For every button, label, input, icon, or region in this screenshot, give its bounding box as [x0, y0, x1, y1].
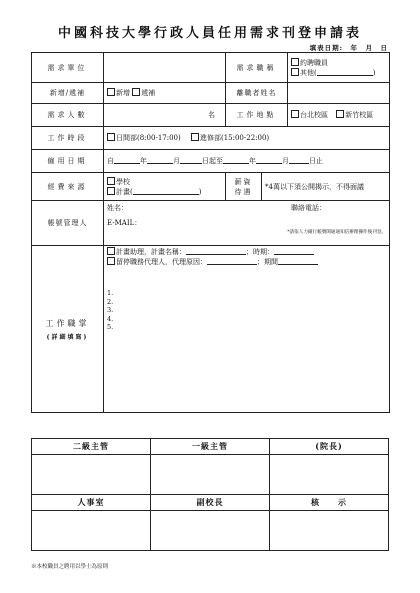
- type-label: 新增/遞補: [32, 83, 104, 104]
- dean-header: (院長): [270, 439, 389, 455]
- end-year-input[interactable]: [223, 156, 249, 164]
- leaver-label: 離職者姓名: [226, 83, 288, 104]
- list-item: 3.: [107, 306, 114, 314]
- location-field: 台北校區 新竹校區: [288, 104, 390, 127]
- replace-checkbox[interactable]: [132, 88, 140, 96]
- new-checkbox[interactable]: [107, 88, 115, 96]
- footnote: ※本校職員之聘用以學士為原則: [31, 564, 109, 570]
- duty-project-checkbox[interactable]: [107, 247, 115, 255]
- account-label: 帳號管理人: [32, 201, 104, 246]
- vice-president-sign-box[interactable]: [151, 511, 270, 551]
- hours-label: 工作時段: [32, 127, 104, 150]
- period-field: 自 年 月 日起至 年 月 日止: [104, 150, 390, 173]
- duty-substitute-period-input[interactable]: [278, 257, 318, 265]
- duty-project-period-input[interactable]: [274, 247, 314, 255]
- duties-field: 計畫助理，計畫名稱： ；時期： 留停職務代理人，代理原因： ；期間 1. 2. 3. 4. 5.: [104, 246, 390, 413]
- acc-phone-label: 聯絡電話：: [291, 204, 327, 212]
- list-item: 2.: [107, 297, 114, 306]
- duty-reason-input[interactable]: [207, 257, 257, 265]
- leaver-field[interactable]: [288, 83, 390, 104]
- hsinchu-checkbox[interactable]: [336, 110, 344, 118]
- end-month-input[interactable]: [256, 156, 282, 164]
- position-label: 需求職稱: [226, 53, 288, 83]
- hr-header: 人事室: [32, 495, 151, 511]
- position-field: 約聘職員 其他( ): [288, 53, 390, 83]
- dept-label: 需求單位: [32, 53, 104, 83]
- vice-president-header: 副校長: [151, 495, 270, 511]
- form-title: 中國科技大學行政人員任用需求刊登申請表: [57, 26, 362, 41]
- fund-label: 經費來源: [32, 173, 104, 201]
- level1-sign-box[interactable]: [151, 455, 270, 495]
- list-item: 4.: [107, 314, 114, 323]
- contract-checkbox[interactable]: [291, 58, 299, 66]
- count-label: 需求人數: [32, 104, 104, 127]
- start-month-input[interactable]: [147, 156, 173, 164]
- other-checkbox[interactable]: [291, 68, 299, 76]
- day-checkbox[interactable]: [107, 133, 115, 141]
- salary-note[interactable]: *4萬以下須公開揭示，不得面議: [262, 173, 390, 201]
- duty-items-list[interactable]: [107, 289, 386, 332]
- level2-header: 二級主管: [32, 439, 151, 455]
- duties-label-cell: 工作職掌 (詳細填寫): [32, 246, 104, 413]
- start-day-input[interactable]: [180, 156, 202, 164]
- dept-field[interactable]: [104, 53, 226, 83]
- count-field[interactable]: 名: [104, 104, 226, 127]
- hr-sign-box[interactable]: [32, 511, 151, 551]
- duty-project-name-input[interactable]: [186, 247, 246, 255]
- period-label: 僱用日期: [32, 150, 104, 173]
- acc-name-label: 姓名：: [107, 204, 128, 212]
- dean-sign-box[interactable]: [270, 455, 389, 495]
- account-field: [104, 201, 390, 246]
- start-year-input[interactable]: [114, 156, 140, 164]
- acc-note: *請依人力銀行帳號開通通知信辦理操作後刊登。: [287, 230, 387, 235]
- project-input[interactable]: [133, 187, 199, 195]
- night-checkbox[interactable]: [191, 133, 199, 141]
- acc-email-label: E-MAIL：: [107, 219, 142, 227]
- level2-sign-box[interactable]: [32, 455, 151, 495]
- salary-label: 薪資 待遇: [226, 173, 262, 201]
- school-checkbox[interactable]: [107, 177, 115, 185]
- fund-field: 學校 計畫( ): [104, 173, 226, 201]
- hours-field: 日間部(8:00-17:00) 進修部(15:00-22:00): [104, 127, 390, 150]
- level1-header: 一級主管: [151, 439, 270, 455]
- end-day-input[interactable]: [289, 156, 309, 164]
- approve-sign-box[interactable]: [270, 511, 389, 551]
- taipei-checkbox[interactable]: [291, 110, 299, 118]
- duty-substitute-checkbox[interactable]: [107, 257, 115, 265]
- approve-header: 核 示: [270, 495, 389, 511]
- type-field: 新增 遞補: [104, 83, 226, 104]
- project-checkbox[interactable]: [107, 187, 115, 195]
- location-label: 工作地點: [226, 104, 288, 127]
- list-item: 1.: [107, 289, 114, 297]
- other-input[interactable]: [317, 68, 373, 76]
- fill-date: 填表日期: 年 月 日: [309, 44, 388, 52]
- list-item: 5.: [107, 323, 114, 331]
- signature-table: [31, 438, 389, 551]
- application-form: [31, 52, 390, 413]
